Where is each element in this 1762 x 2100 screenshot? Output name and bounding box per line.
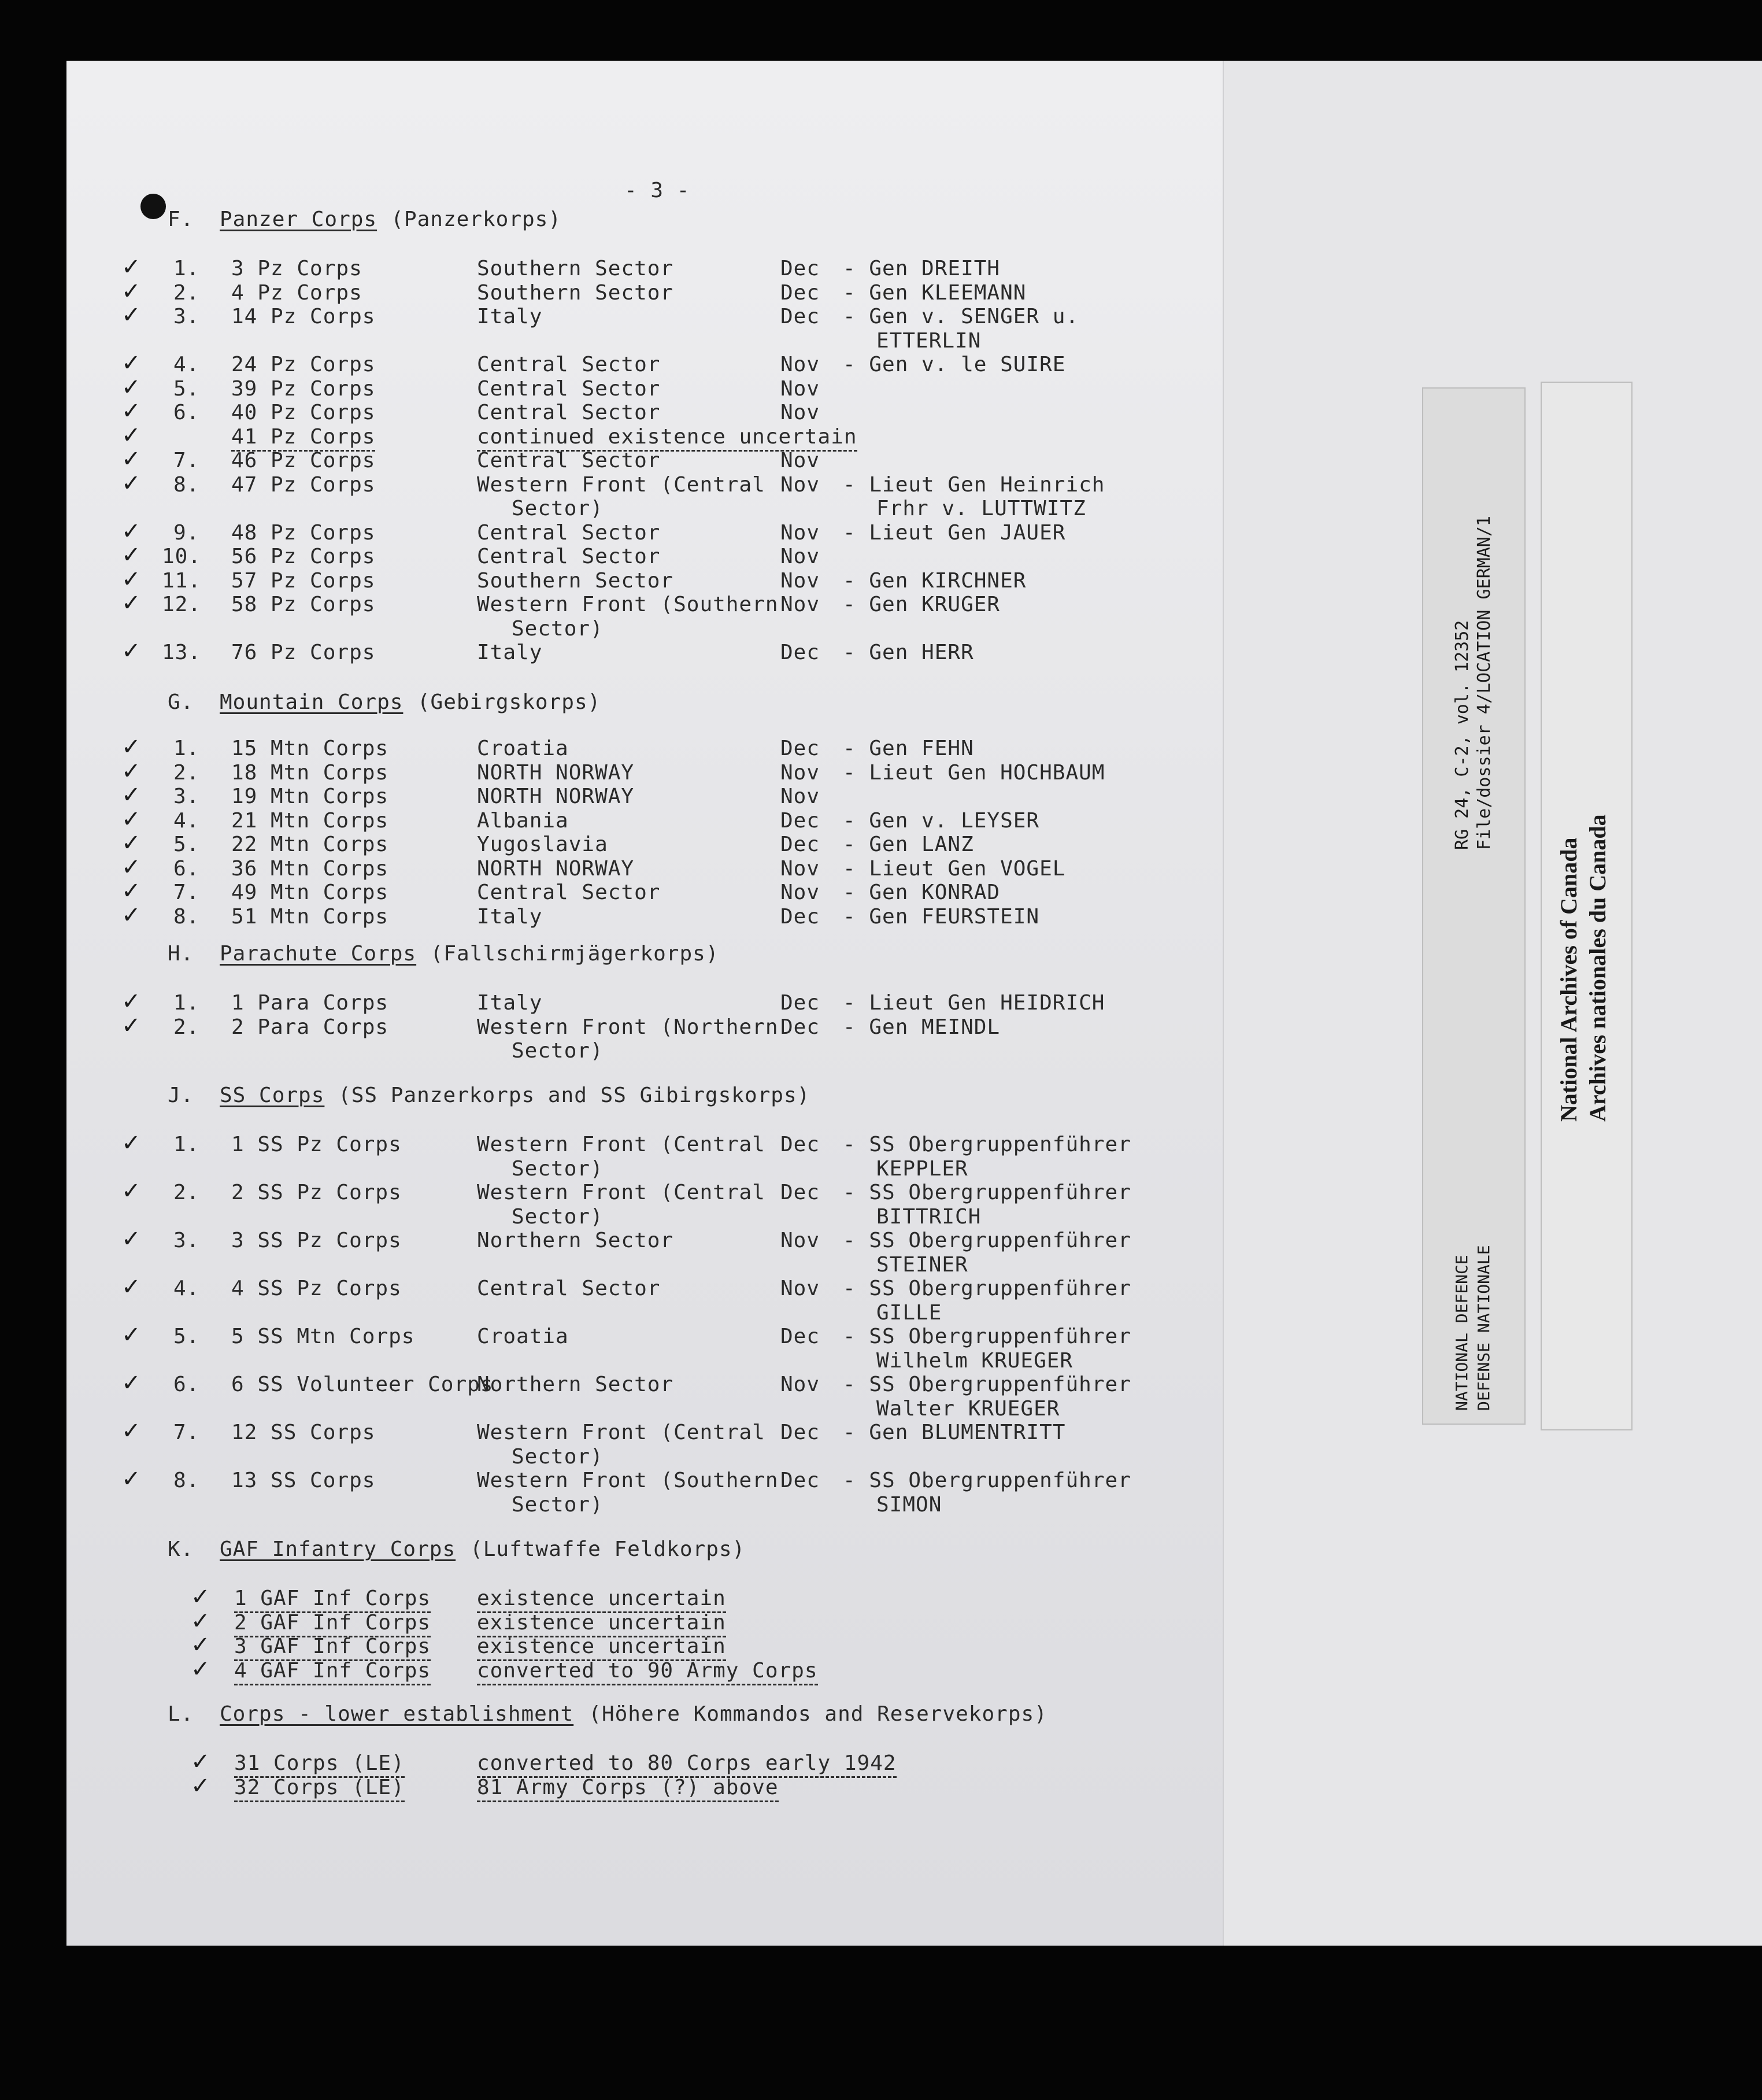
report-month: Nov [780, 856, 820, 881]
row-number: 2. [173, 760, 200, 785]
unit-name: 24 Pz Corps [231, 353, 376, 376]
location: Central Sector [477, 376, 661, 401]
check-mark-icon: ✓ [121, 446, 141, 472]
commander: - SS Obergruppenführer [843, 1469, 1131, 1492]
commander: - Gen FEHN [843, 737, 974, 760]
check-mark-icon: ✓ [191, 1748, 210, 1775]
commander: - Gen KLEEMANN [843, 280, 1027, 305]
report-month: Nov [780, 545, 820, 568]
row-number: 2. [173, 280, 200, 305]
commander: - Lieut Gen JAUER [843, 520, 1066, 545]
report-month: Nov [780, 760, 820, 785]
check-mark-icon: ✓ [121, 1274, 141, 1300]
report-month: Nov [780, 520, 820, 545]
commander: - SS Obergruppenführer [843, 1325, 1131, 1348]
location: existence uncertain [477, 1635, 726, 1661]
row-number: 2. [173, 1181, 200, 1204]
row-number: 5. [173, 376, 200, 401]
unit-name: 3 Pz Corps [231, 257, 362, 280]
commander: - Gen FEURSTEIN [843, 904, 1040, 929]
commander-cont: KEPPLER [876, 1156, 968, 1181]
unit-name: 4 GAF Inf Corps [234, 1659, 431, 1685]
report-month: Nov [780, 1277, 820, 1300]
location: existence uncertain [477, 1611, 726, 1637]
unit-name: 48 Pz Corps [231, 520, 376, 545]
section-subtitle: (SS Panzerkorps and SS Gibirgskorps) [325, 1084, 810, 1107]
section-letter: J. [168, 1084, 194, 1107]
row-number: 10. [162, 545, 202, 568]
archives-name-fr: Archives nationales du Canada [1585, 814, 1611, 1122]
report-month: Nov [780, 472, 820, 497]
section-letter: H. [168, 942, 194, 966]
check-mark-icon: ✓ [191, 1632, 210, 1658]
commander: - Gen v. LEYSER [843, 808, 1040, 833]
check-mark-icon: ✓ [121, 565, 141, 593]
commander: - Gen HERR [843, 641, 974, 664]
location-cont: Sector) [512, 1444, 604, 1469]
check-mark-icon: ✓ [121, 988, 141, 1015]
row-number: 8. [173, 1469, 200, 1492]
section-subtitle: (Luftwaffe Feldkorps) [457, 1537, 746, 1561]
report-month: Dec [780, 641, 820, 664]
location: Yugoslavia [477, 833, 608, 856]
row-number: 3. [173, 305, 200, 328]
unit-name: 4 SS Pz Corps [231, 1277, 402, 1300]
commander: - Lieut Gen Heinrich [843, 472, 1105, 497]
check-mark-icon: ✓ [191, 1655, 210, 1683]
unit-name: 32 Corps (LE) [234, 1776, 405, 1802]
unit-name: 51 Mtn Corps [231, 904, 389, 929]
unit-name: 1 SS Pz Corps [231, 1133, 402, 1156]
location: Central Sector [477, 353, 661, 376]
reference-line-2: File/dossier 4/LOCATION GERMAN/1 [1474, 516, 1494, 850]
commander: - Gen MEINDL [843, 1015, 1001, 1039]
unit-name: 2 Para Corps [231, 1015, 389, 1039]
check-mark-icon: ✓ [121, 782, 141, 808]
unit-name: 2 GAF Inf Corps [234, 1611, 431, 1637]
check-mark-icon: ✓ [121, 1226, 141, 1252]
check-mark-icon: ✓ [121, 542, 141, 568]
unit-name: 31 Corps (LE) [234, 1752, 405, 1778]
location: continued existence uncertain [477, 426, 857, 452]
commander: - Gen BLUMENTRITT [843, 1421, 1066, 1444]
commander: - Gen v. SENGER u. [843, 305, 1079, 328]
location: Western Front (Central [477, 1133, 765, 1156]
row-number: 4. [173, 1277, 200, 1300]
commander-cont: STEINER [876, 1252, 968, 1277]
location: converted to 90 Army Corps [477, 1659, 818, 1685]
location: Northern Sector [477, 1373, 674, 1396]
location: Central Sector [477, 401, 661, 424]
check-mark-icon: ✓ [121, 1418, 141, 1444]
unit-name: 15 Mtn Corps [231, 737, 389, 760]
section-title: Panzer Corps [220, 208, 377, 231]
row-number: 13. [162, 641, 202, 664]
commander-cont: Walter KRUEGER [876, 1396, 1060, 1421]
check-mark-icon: ✓ [121, 1466, 141, 1492]
check-mark-icon: ✓ [121, 590, 141, 616]
commander: - Gen LANZ [843, 833, 974, 856]
location: Croatia [477, 737, 569, 760]
commander: - SS Obergruppenführer [843, 1229, 1131, 1252]
report-month: Dec [780, 991, 820, 1015]
unit-name: 36 Mtn Corps [231, 856, 389, 881]
section-title: Corps - lower establishment [220, 1702, 574, 1726]
reference-line-1: RG 24, C-2, vol. 12352 [1452, 620, 1472, 850]
commander-cont: GILLE [876, 1300, 942, 1325]
row-number: 3. [173, 785, 200, 808]
row-number: 7. [173, 1421, 200, 1444]
section-subtitle: (Fallschirmjägerkorps) [417, 942, 719, 966]
unit-name: 2 SS Pz Corps [231, 1181, 402, 1204]
row-number: 8. [173, 904, 200, 929]
commander: - Gen KONRAD [843, 881, 1001, 904]
report-month: Nov [780, 353, 820, 376]
row-number: 7. [173, 881, 200, 904]
punch-hole [140, 194, 166, 219]
row-number: 3. [173, 1229, 200, 1252]
report-month: Nov [780, 1373, 820, 1396]
unit-name: 57 Pz Corps [231, 568, 376, 593]
check-mark-icon: ✓ [121, 805, 141, 833]
page-number: - 3 - [624, 179, 690, 202]
check-mark-icon: ✓ [121, 254, 141, 280]
location: Central Sector [477, 1277, 661, 1300]
check-mark-icon: ✓ [121, 374, 141, 401]
row-number: 4. [173, 353, 200, 376]
location: Central Sector [477, 881, 661, 904]
commander: - Lieut Gen VOGEL [843, 856, 1066, 881]
check-mark-icon: ✓ [121, 1130, 141, 1156]
location: converted to 80 Corps early 1942 [477, 1752, 897, 1778]
row-number: 6. [173, 1373, 200, 1396]
commander-cont: SIMON [876, 1492, 942, 1517]
unit-name: 76 Pz Corps [231, 641, 376, 664]
unit-name: 14 Pz Corps [231, 305, 376, 328]
row-number: 1. [173, 737, 200, 760]
location-cont: Sector) [512, 497, 604, 520]
row-number: 12. [162, 593, 202, 616]
department-line-2: DEFENSE NATIONALE [1474, 1245, 1493, 1411]
commander: - SS Obergruppenführer [843, 1133, 1131, 1156]
location: Central Sector [477, 520, 661, 545]
row-number: 2. [173, 1015, 200, 1039]
report-month: Dec [780, 305, 820, 328]
unit-name: 21 Mtn Corps [231, 808, 389, 833]
department-line-1: NATIONAL DEFENCE [1452, 1255, 1471, 1411]
location: Western Front (Southern [477, 1469, 779, 1492]
check-mark-icon: ✓ [191, 1772, 210, 1799]
check-mark-icon: ✓ [121, 1370, 141, 1396]
unit-name: 19 Mtn Corps [231, 785, 389, 808]
check-mark-icon: ✓ [121, 469, 141, 497]
unit-name: 39 Pz Corps [231, 376, 376, 401]
report-month: Dec [780, 737, 820, 760]
report-month: Nov [780, 881, 820, 904]
location: Croatia [477, 1325, 569, 1348]
commander: - Gen DREITH [843, 257, 1001, 280]
location: Southern Sector [477, 280, 674, 305]
check-mark-icon: ✓ [121, 278, 141, 305]
unit-name: 18 Mtn Corps [231, 760, 389, 785]
location: NORTH NORWAY [477, 856, 635, 881]
location: Northern Sector [477, 1229, 674, 1252]
section-title: SS Corps [220, 1084, 325, 1107]
report-month: Nov [780, 785, 820, 808]
check-mark-icon: ✓ [121, 398, 141, 424]
section-letter: L. [168, 1702, 194, 1726]
report-month: Dec [780, 257, 820, 280]
check-mark-icon: ✓ [121, 853, 141, 881]
location: Southern Sector [477, 568, 674, 593]
check-mark-icon: ✓ [121, 757, 141, 785]
row-number: 1. [173, 1133, 200, 1156]
commander: - Lieut Gen HEIDRICH [843, 991, 1105, 1015]
location-cont: Sector) [512, 1492, 604, 1517]
row-number: 1. [173, 257, 200, 280]
commander-cont: Frhr v. LUTTWITZ [876, 497, 1086, 520]
check-mark-icon: ✓ [121, 901, 141, 929]
report-month: Nov [780, 1229, 820, 1252]
location: Western Front (Central [477, 1181, 765, 1204]
unit-name: 47 Pz Corps [231, 472, 376, 497]
commander: - SS Obergruppenführer [843, 1181, 1131, 1204]
location-cont: Sector) [512, 616, 604, 641]
unit-name: 4 Pz Corps [231, 280, 362, 305]
section-title: Parachute Corps [220, 942, 417, 966]
row-number: 5. [173, 1325, 200, 1348]
row-number: 5. [173, 833, 200, 856]
row-number: 4. [173, 808, 200, 833]
location: Italy [477, 641, 543, 664]
commander: - SS Obergruppenführer [843, 1373, 1131, 1396]
section-letter: K. [168, 1537, 194, 1561]
row-number: 9. [173, 520, 200, 545]
location: Western Front (Southern [477, 593, 779, 616]
check-mark-icon: ✓ [121, 1012, 141, 1039]
unit-name: 5 SS Mtn Corps [231, 1325, 415, 1348]
row-number: 6. [173, 856, 200, 881]
section-letter: F. [168, 208, 194, 231]
location: Western Front (Northern [477, 1015, 779, 1039]
check-mark-icon: ✓ [121, 422, 141, 449]
location: Southern Sector [477, 257, 674, 280]
check-mark-icon: ✓ [191, 1584, 210, 1610]
report-month: Nov [780, 568, 820, 593]
section-subtitle: (Gebirgskorps) [404, 690, 601, 714]
check-mark-icon: ✓ [191, 1607, 210, 1635]
unit-name: 56 Pz Corps [231, 545, 376, 568]
commander: - Gen KRUGER [843, 593, 1001, 616]
report-month: Nov [780, 593, 820, 616]
archives-name-en: National Archives of Canada [1556, 837, 1582, 1122]
report-month: Dec [780, 1421, 820, 1444]
check-mark-icon: ✓ [121, 1322, 141, 1348]
check-mark-icon: ✓ [121, 638, 141, 664]
unit-name: 3 GAF Inf Corps [234, 1635, 431, 1661]
check-mark-icon: ✓ [121, 1178, 141, 1204]
location: NORTH NORWAY [477, 785, 635, 808]
check-mark-icon: ✓ [121, 350, 141, 376]
commander: - Gen v. le SUIRE [843, 353, 1066, 376]
report-month: Dec [780, 833, 820, 856]
check-mark-icon: ✓ [121, 517, 141, 545]
report-month: Dec [780, 904, 820, 929]
row-number: 1. [173, 991, 200, 1015]
location: Western Front (Central [477, 1421, 765, 1444]
location: Italy [477, 305, 543, 328]
row-number: 11. [162, 568, 202, 593]
unit-name: 13 SS Corps [231, 1469, 376, 1492]
location: Italy [477, 991, 543, 1015]
commander-cont: Wilhelm KRUEGER [876, 1348, 1074, 1373]
location: Western Front (Central [477, 472, 765, 497]
unit-name: 46 Pz Corps [231, 449, 376, 472]
report-month: Nov [780, 376, 820, 401]
report-month: Dec [780, 1181, 820, 1204]
commander-cont: ETTERLIN [876, 328, 982, 353]
section-subtitle: (Höhere Kommandos and Reservekorps) [575, 1702, 1047, 1726]
location-cont: Sector) [512, 1204, 604, 1229]
unit-name: 12 SS Corps [231, 1421, 376, 1444]
location: Central Sector [477, 449, 661, 472]
report-month: Nov [780, 401, 820, 424]
unit-name: 22 Mtn Corps [231, 833, 389, 856]
row-number: 7. [173, 449, 200, 472]
commander-cont: BITTRICH [876, 1204, 982, 1229]
unit-name: 40 Pz Corps [231, 401, 376, 424]
unit-name: 6 SS Volunteer Corps [231, 1373, 494, 1396]
row-number: 6. [173, 401, 200, 424]
commander: - Gen KIRCHNER [843, 568, 1027, 593]
section-title: GAF Infantry Corps [220, 1537, 456, 1561]
report-month: Nov [780, 449, 820, 472]
report-month: Dec [780, 808, 820, 833]
row-number: 8. [173, 472, 200, 497]
check-mark-icon: ✓ [121, 830, 141, 856]
unit-name: 1 GAF Inf Corps [234, 1587, 431, 1613]
unit-name: 58 Pz Corps [231, 593, 376, 616]
location: NORTH NORWAY [477, 760, 635, 785]
unit-name: 3 SS Pz Corps [231, 1229, 402, 1252]
unit-name: 1 Para Corps [231, 991, 389, 1015]
location: Albania [477, 808, 569, 833]
unit-name: 49 Mtn Corps [231, 881, 389, 904]
check-mark-icon: ✓ [121, 302, 141, 328]
location-cont: Sector) [512, 1156, 604, 1181]
location: Central Sector [477, 545, 661, 568]
commander: - Lieut Gen HOCHBAUM [843, 760, 1105, 785]
location: Italy [477, 904, 543, 929]
check-mark-icon: ✓ [121, 734, 141, 760]
report-month: Dec [780, 1325, 820, 1348]
section-title: Mountain Corps [220, 690, 404, 714]
unit-name: 41 Pz Corps [231, 426, 375, 452]
location: existence uncertain [477, 1587, 726, 1613]
check-mark-icon: ✓ [121, 878, 141, 904]
report-month: Dec [780, 1015, 820, 1039]
report-month: Dec [780, 1469, 820, 1492]
commander: - SS Obergruppenführer [843, 1277, 1131, 1300]
report-month: Dec [780, 280, 820, 305]
location-cont: Sector) [512, 1039, 604, 1063]
section-letter: G. [168, 690, 194, 714]
report-month: Dec [780, 1133, 820, 1156]
location: 81 Army Corps (?) above [477, 1776, 779, 1802]
section-subtitle: (Panzerkorps) [377, 208, 562, 231]
